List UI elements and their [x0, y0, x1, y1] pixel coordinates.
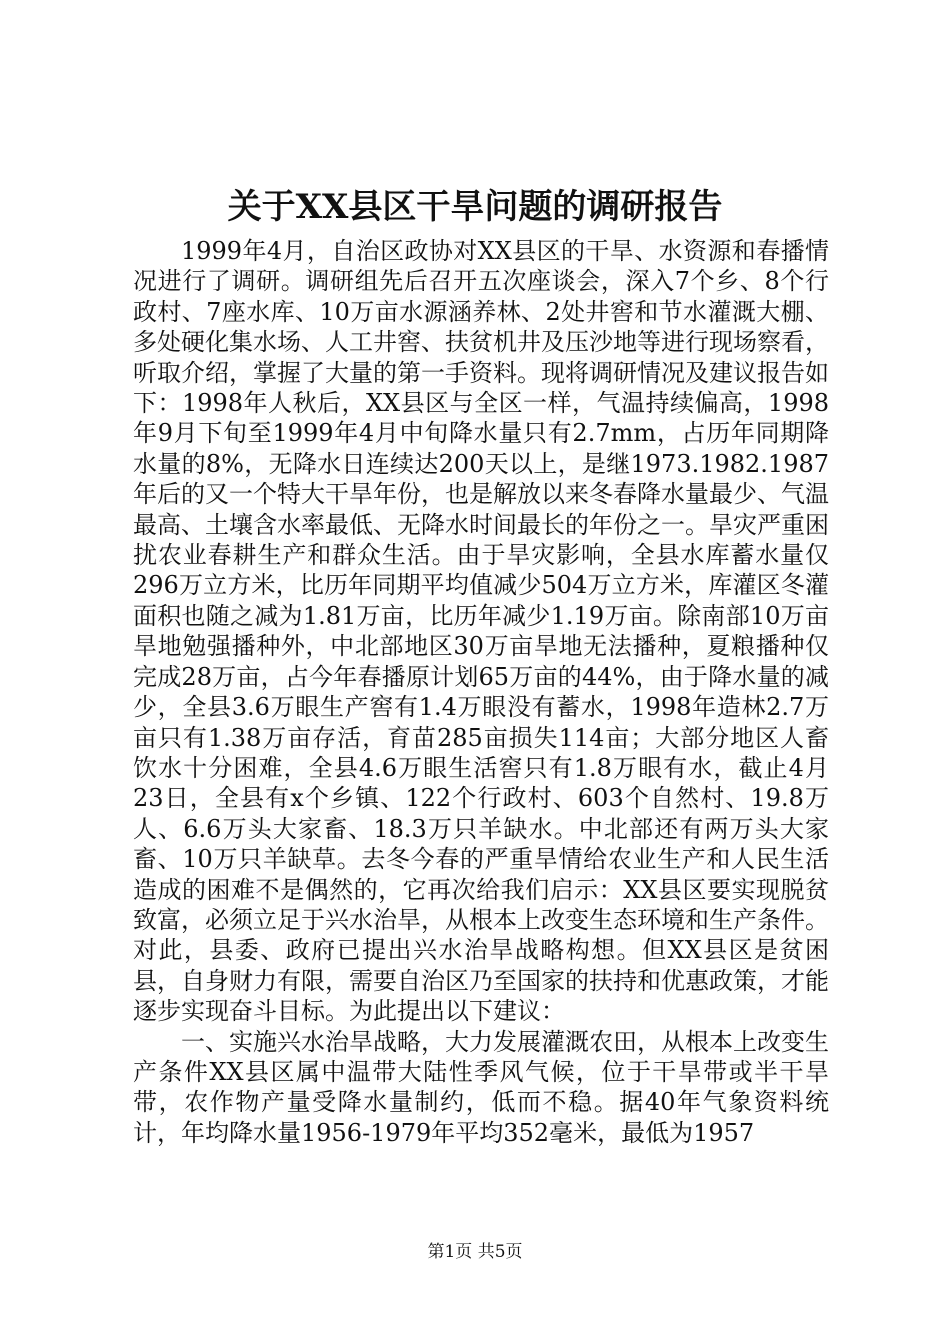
paragraph-section-one: 一、实施兴水治旱战略，大力发展灌溉农田，从根本上改变生产条件XX县区属中温带大陆性季风气候，位于干旱带或半干旱带，农作物产量受降水量制约，低而不稳。据40年气象资料统计，年均降水量1956-1979年平均352毫米，最低为1957	[133, 1027, 829, 1147]
document-body	[133, 236, 829, 1148]
paragraph-intro: 1999年4月，自治区政协对XX县区的干旱、水资源和春播情况进行了调研。调研组先后召开五次座谈会，深入7个乡、8个行政村、7座水库、10万亩水源涵养林、2处井窖和节水灌溉大棚、多处硬化集水场、人工井窖、扶贫机井及压沙地等进行现场察看，听取介绍，掌握了大量的第一手资料。现将调研情况及建议报告如下：1998年人秋后，XX县区与全区一样，气温持续偏高，1998年9月下旬至1999年4月中旬降水量只有2.7mm，占历年同期降水量的8%，无降水日连续达200天以上，是继1973.1982.1987年后的又一个特大干旱年份，也是解放以来冬春降水量最少、气温最高、土壤含水率最低、无降水时间最长的年份之一。旱灾严重困扰农业春耕生产和群众生活。由于旱灾影响，全县水库蓄水量仅296万立方米，比历年同期平均值减少504万立方米，库灌区冬灌面积也随之减为1.81万亩，比历年减少1.19万亩。除南部10万亩旱地勉强播种外，中北部地区30万亩旱地无法播种，夏粮播种仅完成28万亩，占今年春播原计划65万亩的44%，由于降水量的减少，全县3.6万眼生产窖有1.4万眼没有蓄水，1998年造林2.7万亩只有1.38万亩存活，育苗285亩损失114亩；大部分地区人畜饮水十分困难，全县4.6万眼生活窖只有1.8万眼有水，截止4月23日，全县有x个乡镇、122个行政村、603个自然村、19.8万人、6.6万头大家畜、18.3万只羊缺水。中北部还有两万头大家畜、10万只羊缺草。去冬今春的严重旱情给农业生产和人民生活造成的困难不是偶然的，它再次给我们启示：XX县区要实现脱贫致富，必须立足于兴水治旱，从根本上改变生态环境和生产条件。对此，县委、政府已提出兴水治旱战略构想。但XX县区是贫困县，自身财力有限，需要自治区乃至国家的扶持和优惠政策，才能逐步实现奋斗目标。为此提出以下建议：	[133, 237, 829, 1026]
page-number-footer: 第1页 共5页	[427, 1242, 523, 1262]
document-title: 关于XX县区干旱问题的调研报告	[227, 187, 723, 227]
